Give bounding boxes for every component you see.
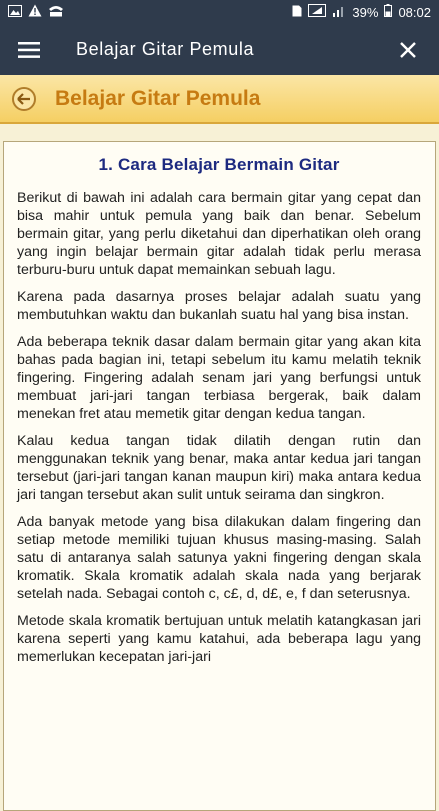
image-notification-icon [8,5,22,20]
status-right-icons [292,4,431,20]
app-title: Belajar Gitar Pemula [76,39,255,59]
page-header [0,75,439,124]
clock: 08:02 [398,4,431,20]
signal-icon [332,5,346,20]
article-paragraph: Karena pada dasarnya proses belajar adalah suatu yang membutuhkan waktu dan bukanlah suatu hal yang bisa instan. [17,289,421,323]
page-title: Belajar Gitar Pemula [55,86,261,110]
menu-button[interactable] [12,33,46,67]
app-bar [0,24,439,75]
wifi-download-icon [48,5,64,20]
close-button[interactable] [391,33,425,67]
warning-icon [28,4,42,20]
article-paragraph: Berikut di bawah ini adalah cara bermain gitar yang cepat dan bisa mahir untuk pemula yang baik dan benar. Sebelum bermain gitar, yang perlu diketahui dan diperhatikan oleh orang yang ingin belajar bermain gitar adalah tidak perlu merasa terburu-buru untuk dapat memainkan sebuah lagu. [17,190,421,278]
back-arrow-icon [17,93,31,105]
status-left-icons [8,4,64,20]
sim-icon [292,5,302,20]
lte-signal-icon [308,4,326,20]
article-title: 1. Cara Belajar Bermain Gitar [98,155,340,174]
close-icon [400,42,416,58]
article-content[interactable] [3,141,436,811]
back-button[interactable] [12,87,36,111]
article-paragraph: Metode skala kromatik bertujuan untuk melatih katangkasan jari karena seperti yang kamu katahui, ada beberapa lagu yang memerlukan kecepatan jari-jari [17,613,421,665]
battery-icon [384,4,392,20]
battery-percent: 39% [352,4,379,20]
article-paragraph: Ada beberapa teknik dasar dalam bermain gitar yang akan kita bahas pada bagian ini, tetapi sebelum itu kamu melatih teknik fingering. Fingering adalah senam jari yang berfungsi untuk membuat jari-jari tangan terbiasa bergerak, baik dalam menekan fret atau memetik gitar dengan kedua tangan. [17,334,421,422]
hamburger-menu-icon [18,42,40,58]
status-bar [0,0,439,24]
article-paragraph: Kalau kedua tangan tidak dilatih dengan rutin dan menggunakan teknik yang benar, maka antar kedua jari tangan tersebut (jari-jari tangan kanan maupun kiri) maka antara kedua jari tangan tersebut akan sulit untuk seirama dan singkron. [17,433,421,503]
article-paragraph: Ada banyak metode yang bisa dilakukan dalam fingering dan setiap metode memiliki tujuan khusus masing-masing. Salah satu di antaranya salah satunya yakni fingering dengan skala kromatik. Skala kromatik adalah skala nada yang berjarak setelah nada. Sebagai contoh c, c£, d, d£, e, f dan seterusnya. [17,514,421,602]
